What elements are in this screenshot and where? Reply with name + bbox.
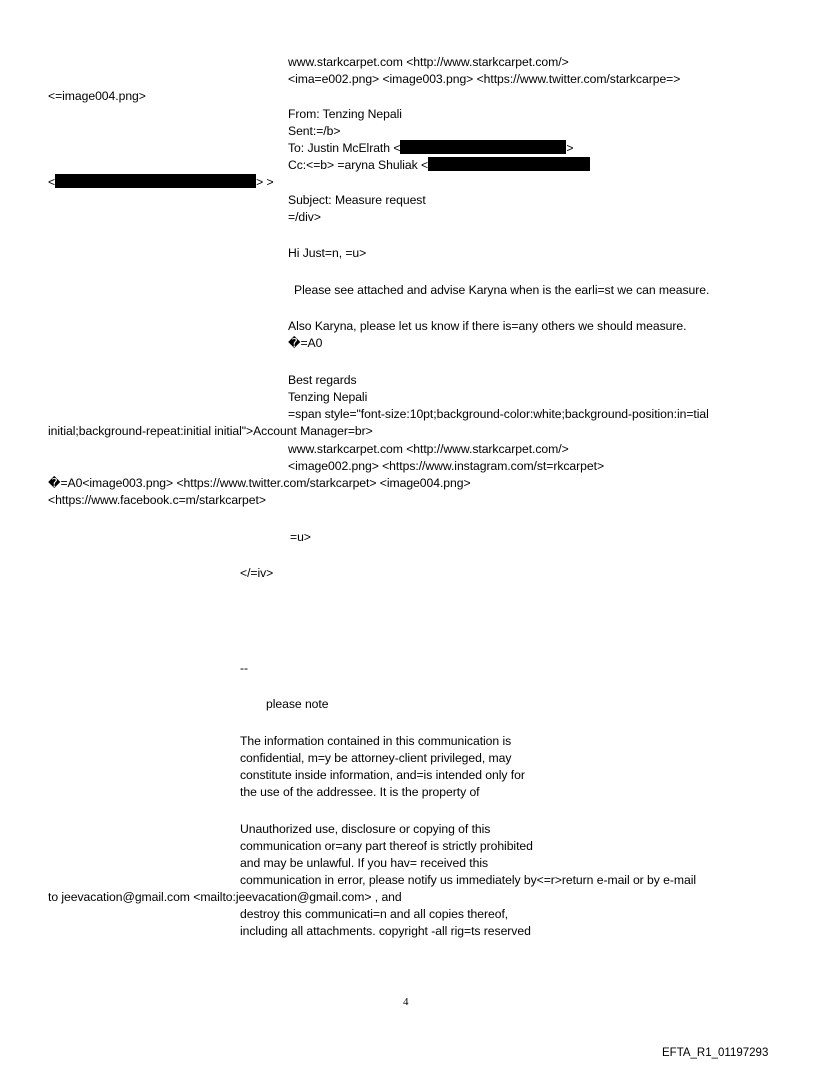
text-line: <https://www.facebook.c=m/starkcarpet>: [48, 493, 266, 507]
page-number: 4: [403, 996, 409, 1008]
text-line: =u>: [290, 530, 311, 544]
body-line: Also Karyna, please let us know if there is=any others we should measure.: [288, 319, 687, 333]
to-label: To: Justin McElrath <: [288, 141, 401, 155]
greeting-line: Hi Just=n, =u>: [288, 246, 367, 260]
cc-label: Cc:<=b> =aryna Shuliak <: [288, 158, 429, 172]
disclaimer-line: The information contained in this communication is: [240, 734, 512, 748]
disclaimer-line: to jeevacation@gmail.com <mailto:jeevacation@gmail.com> , and: [48, 890, 402, 904]
text-line: <image002.png> <https://www.instagram.com/st=rkcarpet>: [288, 459, 605, 473]
disclaimer-line: constitute inside information, and=is intended only for: [240, 768, 525, 782]
cc-line: [288, 157, 590, 173]
text-line: <=image004.png>: [48, 89, 146, 103]
text-line: <ima=e002.png> <image003.png> <https://www.twitter.com/starkcarpe=>: [288, 72, 681, 86]
disclaimer-line: communication in error, please notify us immediately by<=r>return e-mail or by e-mail: [240, 873, 697, 887]
disclaimer-line: the use of the addressee. It is the property of: [240, 785, 480, 799]
from-line: From: Tenzing Nepali: [288, 107, 402, 121]
text-line: initial;background-repeat:initial initial">Account Manager=br>: [48, 424, 373, 438]
disclaimer-line: including all attachments. copyright -all rig=ts reserved: [240, 924, 531, 938]
redaction-box: [428, 157, 590, 171]
text-line: www.starkcarpet.com <http://www.starkcarpet.com/>: [288, 55, 569, 69]
disclaimer-heading: please note: [266, 697, 329, 711]
signature-name: Tenzing Nepali: [288, 390, 368, 404]
text-line: =span style="font-size:10pt;background-color:white;background-position:in=tial: [288, 407, 709, 421]
redaction-box: [400, 140, 566, 154]
subject-line: Subject: Measure request: [288, 193, 426, 207]
body-line: Please see attached and advise Karyna when is the earli=st we can measure.: [294, 283, 710, 297]
signoff-line: Best regards: [288, 373, 357, 387]
text-line: �=A0<image003.png> <https://www.twitter.com/starkcarpet> <image004.png>: [48, 476, 471, 490]
disclaimer-line: and may be unlawful. If you hav= received this: [240, 856, 489, 870]
disclaimer-line: confidential, m=y be attorney-client privileged, may: [240, 751, 512, 765]
redaction-box: [55, 174, 256, 188]
to-line: [288, 140, 573, 156]
separator-line: --: [240, 661, 249, 675]
to-close: >: [566, 141, 574, 155]
cc-close: > >: [256, 175, 274, 189]
sent-line: Sent:=/b>: [288, 124, 341, 138]
cc-continuation-line: [48, 174, 274, 190]
cc-open: <: [48, 175, 56, 189]
text-line: �=A0: [288, 336, 323, 350]
document-id-footer: EFTA_R1_01197293: [662, 1047, 769, 1059]
disclaimer-line: communication or=any part thereof is strictly prohibited: [240, 839, 533, 853]
text-line: </=iv>: [240, 566, 274, 580]
disclaimer-line: Unauthorized use, disclosure or copying of this: [240, 822, 491, 836]
text-line: www.starkcarpet.com <http://www.starkcarpet.com/>: [288, 442, 569, 456]
text-line: =/div>: [288, 210, 321, 224]
disclaimer-line: destroy this communicati=n and all copies thereof,: [240, 907, 509, 921]
